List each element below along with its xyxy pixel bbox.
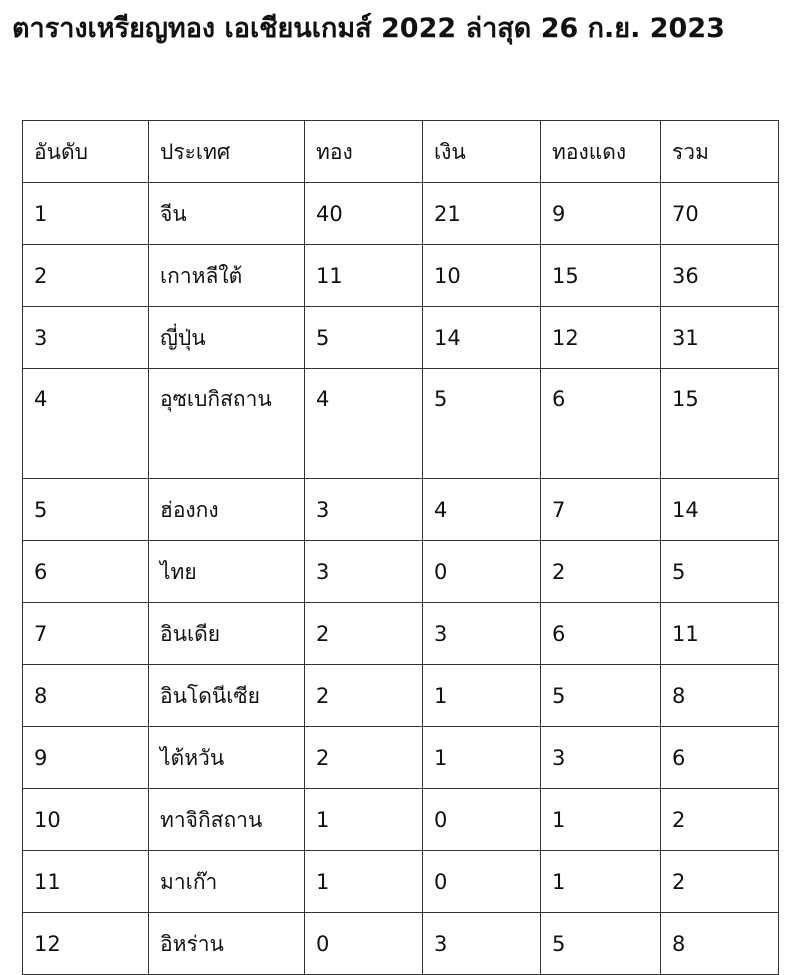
cell-country: ทาจิกิสถาน [149, 789, 305, 851]
cell-rank: 1 [23, 183, 149, 245]
table-row [23, 665, 779, 727]
cell-silver: 10 [423, 245, 541, 307]
cell-silver: 21 [423, 183, 541, 245]
cell-gold: 4 [305, 369, 423, 479]
table-row [23, 307, 779, 369]
table-row [23, 789, 779, 851]
cell-rank: 11 [23, 851, 149, 913]
cell-silver: 0 [423, 789, 541, 851]
cell-gold: 3 [305, 541, 423, 603]
table-row [23, 245, 779, 307]
cell-bronze: 15 [541, 245, 661, 307]
cell-silver: 1 [423, 727, 541, 789]
table-row [23, 541, 779, 603]
table-row [23, 369, 779, 479]
cell-rank: 5 [23, 479, 149, 541]
cell-total: 8 [661, 913, 779, 975]
cell-bronze: 1 [541, 851, 661, 913]
cell-bronze: 1 [541, 789, 661, 851]
header-country: ประเทศ [149, 121, 305, 183]
cell-total: 2 [661, 851, 779, 913]
cell-country: เกาหลีใต้ [149, 245, 305, 307]
cell-country: อินโดนีเซีย [149, 665, 305, 727]
cell-bronze: 6 [541, 603, 661, 665]
cell-rank: 4 [23, 369, 149, 479]
cell-total: 14 [661, 479, 779, 541]
cell-silver: 1 [423, 665, 541, 727]
cell-gold: 11 [305, 245, 423, 307]
cell-country: ฮ่องกง [149, 479, 305, 541]
cell-rank: 12 [23, 913, 149, 975]
cell-gold: 40 [305, 183, 423, 245]
cell-silver: 3 [423, 913, 541, 975]
cell-total: 5 [661, 541, 779, 603]
cell-total: 15 [661, 369, 779, 479]
cell-bronze: 2 [541, 541, 661, 603]
medal-table [22, 120, 779, 975]
cell-gold: 0 [305, 913, 423, 975]
cell-bronze: 6 [541, 369, 661, 479]
cell-gold: 2 [305, 727, 423, 789]
header-silver: เงิน [423, 121, 541, 183]
cell-rank: 10 [23, 789, 149, 851]
cell-silver: 0 [423, 851, 541, 913]
cell-silver: 3 [423, 603, 541, 665]
table-row [23, 851, 779, 913]
cell-silver: 4 [423, 479, 541, 541]
cell-bronze: 9 [541, 183, 661, 245]
page-title: ตารางเหรียญทอง เอเชียนเกมส์ 2022 ล่าสุด 26 ก.ย. 2023 [12, 13, 725, 44]
cell-gold: 2 [305, 603, 423, 665]
table-row [23, 479, 779, 541]
cell-rank: 3 [23, 307, 149, 369]
cell-bronze: 7 [541, 479, 661, 541]
cell-country: ไทย [149, 541, 305, 603]
cell-total: 11 [661, 603, 779, 665]
cell-country: อิหร่าน [149, 913, 305, 975]
cell-gold: 2 [305, 665, 423, 727]
cell-country: จีน [149, 183, 305, 245]
cell-silver: 0 [423, 541, 541, 603]
table-row [23, 727, 779, 789]
cell-rank: 2 [23, 245, 149, 307]
cell-bronze: 3 [541, 727, 661, 789]
cell-country: ไต้หวัน [149, 727, 305, 789]
table-row [23, 913, 779, 975]
cell-bronze: 12 [541, 307, 661, 369]
cell-gold: 1 [305, 851, 423, 913]
cell-silver: 14 [423, 307, 541, 369]
table-header-row [23, 121, 779, 183]
header-gold: ทอง [305, 121, 423, 183]
cell-country: อุซเบกิสถาน [149, 369, 305, 479]
cell-total: 8 [661, 665, 779, 727]
cell-silver: 5 [423, 369, 541, 479]
table-row [23, 183, 779, 245]
table-row [23, 603, 779, 665]
cell-total: 70 [661, 183, 779, 245]
cell-rank: 7 [23, 603, 149, 665]
cell-total: 31 [661, 307, 779, 369]
cell-total: 2 [661, 789, 779, 851]
header-bronze: ทองแดง [541, 121, 661, 183]
table-body [23, 183, 779, 975]
cell-bronze: 5 [541, 665, 661, 727]
cell-bronze: 5 [541, 913, 661, 975]
cell-gold: 3 [305, 479, 423, 541]
cell-gold: 5 [305, 307, 423, 369]
header-rank: อันดับ [23, 121, 149, 183]
cell-total: 6 [661, 727, 779, 789]
cell-country: ญี่ปุ่น [149, 307, 305, 369]
cell-rank: 6 [23, 541, 149, 603]
cell-rank: 9 [23, 727, 149, 789]
cell-country: อินเดีย [149, 603, 305, 665]
cell-total: 36 [661, 245, 779, 307]
header-total: รวม [661, 121, 779, 183]
cell-rank: 8 [23, 665, 149, 727]
cell-country: มาเก๊า [149, 851, 305, 913]
cell-gold: 1 [305, 789, 423, 851]
